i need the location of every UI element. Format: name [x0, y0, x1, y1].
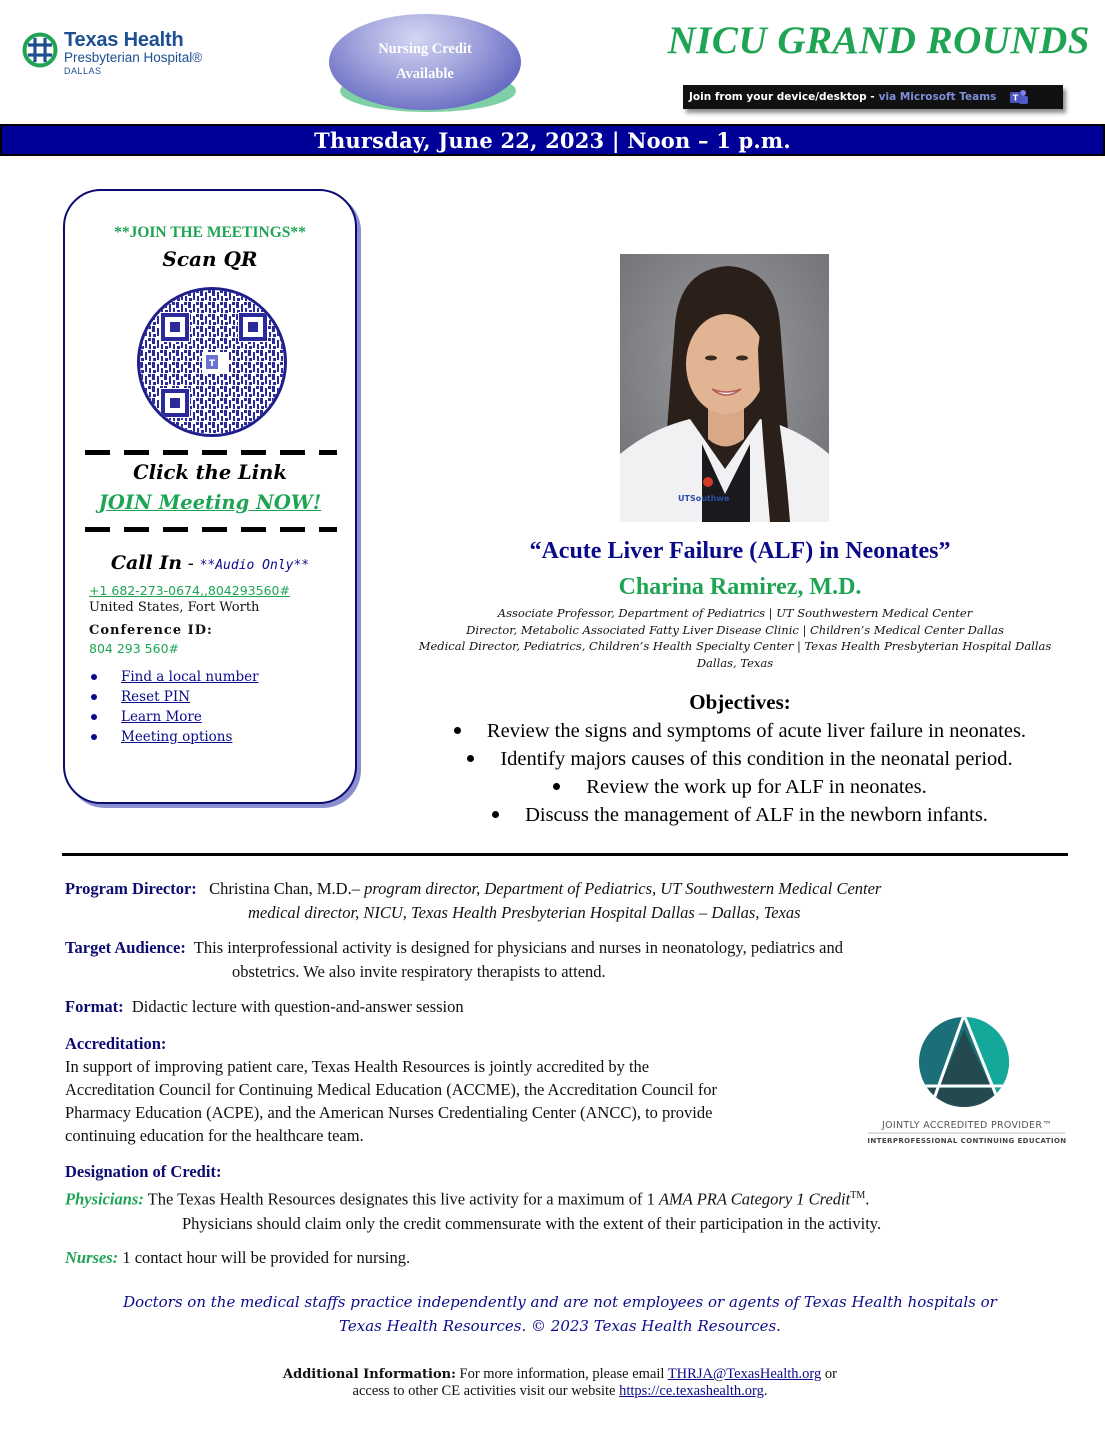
conference-id-label: Conference ID:	[89, 623, 213, 638]
date-time-bar	[0, 124, 1105, 156]
dashed-divider	[85, 450, 337, 455]
event-date-time: Thursday, June 22, 2023 | Noon – 1 p.m.	[314, 127, 791, 153]
accreditation-line: Pharmacy Education (ACPE), and the American Nurses Credentialing Center (ANCC), to provide	[65, 1103, 713, 1122]
bullet-icon	[91, 714, 97, 720]
hospital-logo	[22, 30, 242, 86]
learn-more-link[interactable]: Learn More	[121, 709, 202, 725]
event-title: NICU GRAND ROUNDS	[667, 19, 1090, 62]
program-director-section	[65, 877, 1075, 925]
logo-title: Texas Health	[64, 29, 184, 51]
speaker-roles	[380, 605, 1090, 671]
bullet-icon	[492, 811, 499, 818]
bullet-icon	[467, 755, 474, 762]
call-in-label: Call In	[110, 552, 183, 574]
call-in-phone-link[interactable]: +1 682-273-0674,,804293560#	[89, 583, 290, 598]
accreditation-line: continuing education for the healthcare team.	[65, 1126, 364, 1145]
target-audience-label: Target Audience:	[65, 938, 186, 957]
physicians-text: The Texas Health Resources designates this live activity for a maximum of 1	[147, 1189, 659, 1209]
objective-item: Discuss the management of ALF in the newborn infants.	[380, 801, 1100, 829]
accreditation-section	[65, 1032, 855, 1147]
nursing-credit-badge	[329, 14, 521, 110]
ama-credit-text: AMA PRA Category 1 Credit	[658, 1189, 851, 1209]
program-director-name: Christina Chan, M.D.–	[209, 879, 360, 898]
speaker-name: Charina Ramirez, M.D.	[618, 574, 862, 600]
list-item	[89, 707, 259, 727]
svg-text:T: T	[208, 359, 216, 369]
svg-text:UTSouthwe: UTSouthwe	[678, 494, 730, 503]
bullet-icon	[91, 734, 97, 740]
jap-logo-title: JOINTLY ACCREDITED PROVIDER™	[881, 1120, 1053, 1131]
objectives-list	[380, 717, 1100, 829]
format-label: Format:	[65, 997, 124, 1016]
nurses-text: 1 contact hour will be provided for nursing.	[122, 1247, 411, 1267]
speaker-role: Associate Professor, Department of Pediatrics | UT Southwestern Medical Center	[497, 606, 973, 620]
conference-id-value: 804 293 560#	[89, 641, 179, 656]
logo-city: DALLAS	[64, 65, 102, 76]
svg-text:T: T	[1013, 93, 1019, 103]
join-meeting-link[interactable]: JOIN Meeting NOW!	[98, 491, 322, 514]
disclaimer: Doctors on the medical staffs practice independently and are not employees or agents of Texas Health hospitals or Texas Health Resources. © 2023 Texas Health Resources.	[123, 1293, 997, 1335]
program-director-label: Program Director:	[65, 879, 197, 898]
objective-item: Identify majors causes of this condition in the neonatal period.	[380, 745, 1100, 773]
jap-logo-subtitle: INTERPROFESSIONAL CONTINUING EDUCATION	[867, 1137, 1067, 1145]
credit-badge-line1: Nursing Credit	[378, 41, 472, 57]
objective-item: Review the work up for ALF in neonates.	[380, 773, 1100, 801]
dashed-divider	[85, 527, 337, 532]
meeting-links-list	[89, 667, 259, 747]
nurses-label: Nurses:	[65, 1247, 119, 1267]
designation-section: Designation of Credit: Physicians: The Texas Health Resources designates this live activity for a maximum of 1 AMA PRA Category 1 Credit™. Physicians should claim only the credit commensurate with the extent of their participation in the activity. Nurses: 1 contact hour will be provided for nursing.	[65, 1160, 1075, 1270]
bullet-icon	[553, 783, 560, 790]
physicians-label: Physicians:	[65, 1189, 144, 1209]
physicians-text-2: Physicians should claim only the credit commensurate with the extent of their participation in the activity.	[182, 1213, 882, 1233]
teams-banner-text: Join from your device/desktop -	[689, 91, 875, 103]
bullet-icon	[91, 694, 97, 700]
join-heading: **JOIN THE MEETINGS**	[114, 224, 306, 241]
target-audience-section	[65, 936, 1075, 984]
talk-title: “Acute Liver Failure (ALF) in Neonates”	[529, 538, 951, 564]
accreditation-label: Accreditation:	[65, 1034, 167, 1053]
teams-join-banner[interactable]	[683, 85, 1063, 109]
bullet-icon	[454, 727, 461, 734]
target-audience-text: This interprofessional activity is designed for physicians and nurses in neonatology, pediatrics and	[193, 938, 843, 957]
objective-item: Review the signs and symptoms of acute liver failure in neonates.	[380, 717, 1100, 745]
email-link[interactable]: THRJA@TexasHealth.org	[667, 1366, 822, 1382]
additional-information: Additional Information: For more information, please email THRJA@TexasHealth.org or access to other CE activities visit our website https://ce.texashealth.org.	[283, 1366, 837, 1399]
logo-subtitle: Presbyterian Hospital®	[64, 50, 203, 65]
trademark: TM	[850, 1190, 866, 1201]
section-divider	[62, 853, 1068, 856]
designation-label: Designation of Credit:	[65, 1162, 222, 1181]
website-link[interactable]: https://ce.texashealth.org	[619, 1383, 764, 1399]
meeting-options-link[interactable]: Meeting options	[121, 729, 233, 745]
speaker-role: Medical Director, Pediatrics, Children’s Health Specialty Center | Texas Health Presbyterian Hospital Dallas	[418, 639, 1052, 653]
format-text: Didactic lecture with question-and-answer session	[131, 997, 464, 1016]
program-director-title: program director, Department of Pediatrics, UT Southwestern Medical Center	[359, 879, 882, 898]
speaker-location: Dallas, Texas	[696, 655, 774, 670]
credit-badge-line2: Available	[396, 66, 454, 82]
click-the-link-label: Click the Link	[133, 461, 287, 484]
microsoft-teams-icon	[1008, 88, 1030, 106]
teams-banner-via: via Microsoft Teams	[878, 91, 997, 103]
speaker-role: Director, Metabolic Associated Fatty Liver Disease Clinic | Children’s Medical Center Dallas	[466, 622, 1004, 637]
bullet-icon	[91, 674, 97, 680]
list-item	[89, 727, 259, 747]
call-in-dash: -	[182, 553, 200, 574]
scan-qr-label: Scan QR	[162, 247, 258, 271]
join-meeting-card	[63, 189, 357, 804]
cross-knot-icon	[22, 32, 58, 68]
program-director-title-2: medical director, NICU, Texas Health Presbyterian Hospital Dallas – Dallas, Texas	[248, 903, 801, 922]
reset-pin-link[interactable]: Reset PIN	[121, 689, 191, 705]
accreditation-line: Accreditation Council for Continuing Medical Education (ACCME), the Accreditation Council for	[65, 1080, 718, 1099]
jointly-accredited-provider-logo	[860, 1010, 1075, 1150]
call-in-location: United States, Fort Worth	[89, 600, 260, 615]
target-audience-text-2: obstetrics. We also invite respiratory therapists to attend.	[232, 962, 606, 981]
additional-info-label: Additional Information:	[283, 1367, 456, 1382]
find-local-number-link[interactable]: Find a local number	[121, 669, 259, 685]
list-item	[89, 667, 259, 687]
audio-only-label: **Audio Only**	[199, 558, 310, 573]
qr-code-icon[interactable]	[137, 287, 287, 437]
accreditation-line: In support of improving patient care, Texas Health Resources is jointly accredited by the	[65, 1057, 650, 1076]
list-item	[89, 687, 259, 707]
objectives-title: Objectives:	[689, 690, 791, 714]
call-in-heading	[65, 552, 355, 574]
speaker-photo	[620, 254, 829, 522]
